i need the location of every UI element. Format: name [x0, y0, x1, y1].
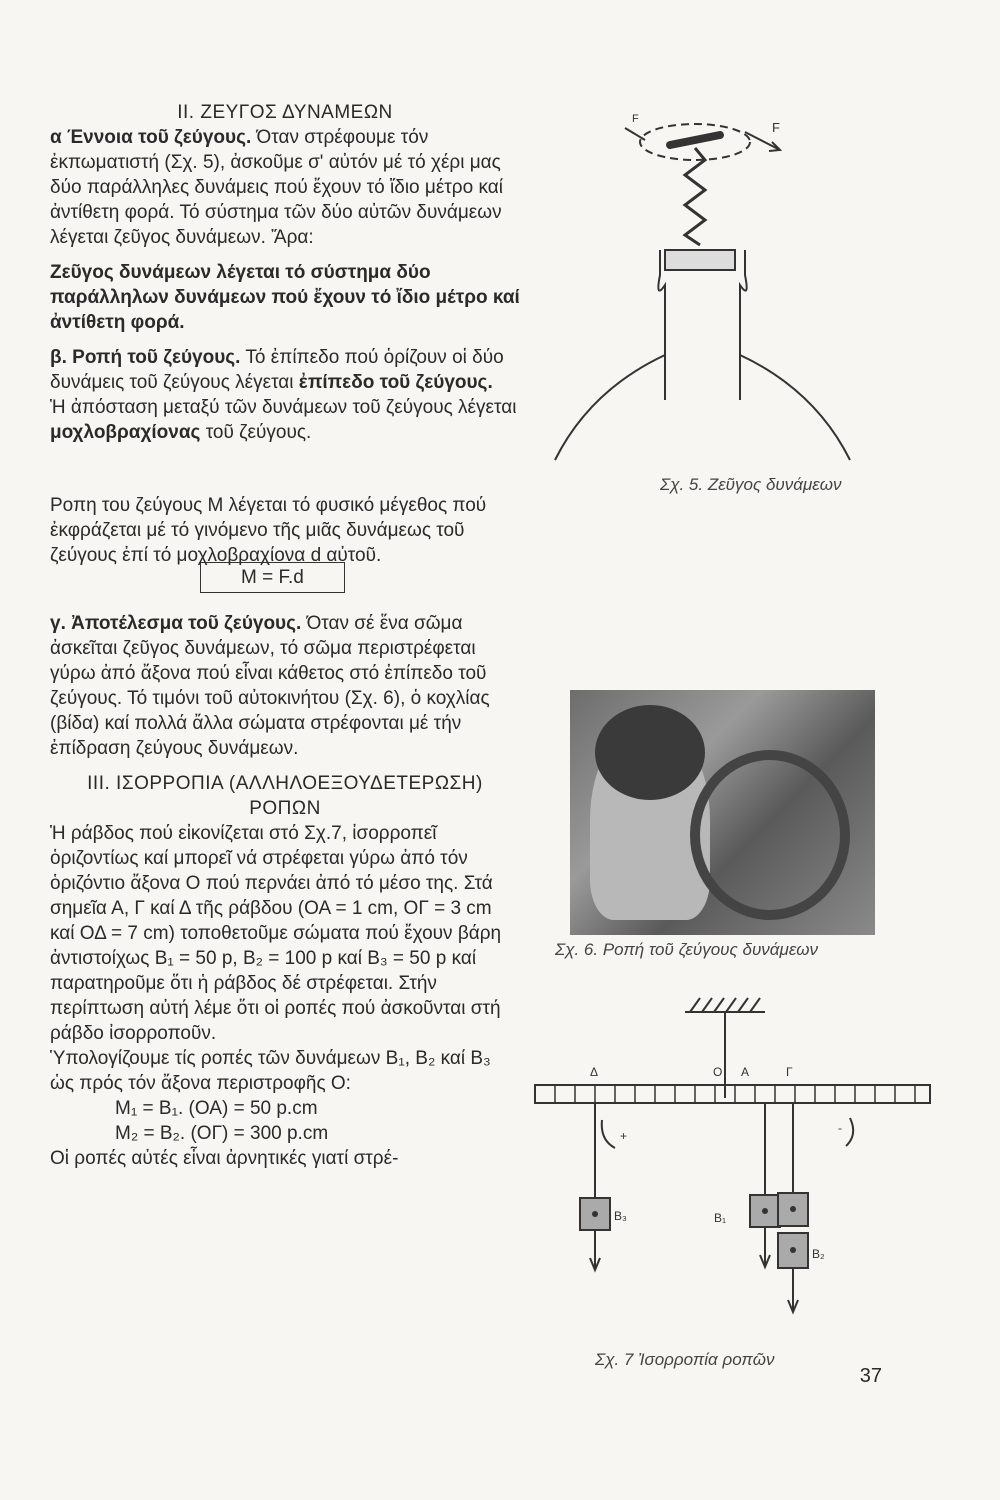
figure-6-photo [570, 690, 875, 935]
figure-5-corkscrew [550, 100, 880, 470]
subsection-c-text: Όταν σέ ἕνα σῶμα ἀσκεῖται ζεῦγος δυνάμεων, τό σῶμα περιστρέφεται γύρω ἀπό ἄξονα πού εἶναι κάθετος στό ἐπίπεδο τοῦ ζεύγους. Τό τιμόνι τοῦ αὐτοκινήτου (Σχ. 6), ὁ κοχλίας (βίδα) καί πολλά ἄλλα σώματα στρέφονται μέ τήν ἐπίδραση ζεύγους δυνάμεων. [50, 613, 490, 759]
paragraph-negative: Οἱ ροπές αὐτές εἶναι ἀρνητικές γιατί στρέ- [50, 1148, 399, 1169]
subsection-a-text: Όταν στρέφουμε τόν ἐκπωματιστή (Σχ. 5), ἀσκοῦμε σ' αὐτόν μέ τό χέρι μας δύο παράλληλες δυνάμεις πού ἔχουν τό ἴδιο μέτρο καί ἀντίθετη φορά. Τό σύστημα τῶν δύο αὐτῶν δυνάμεων λέγεται ζεῦγος δυνάμεων. Ἄρα: [50, 127, 503, 248]
paragraph-concept [50, 125, 520, 250]
figure-7-caption: Σχ. 7 Ἰσορροπία ροπῶν [595, 1350, 775, 1369]
label-a: Α [741, 1065, 750, 1079]
photo-steering-wheel [690, 750, 850, 920]
label-plus: + [620, 1129, 628, 1143]
dot-b2-top [790, 1206, 796, 1212]
paragraph-lever-arm [50, 395, 520, 445]
left-column [50, 100, 520, 1171]
bottle-shoulder-right [740, 355, 850, 460]
photo-hair [595, 705, 705, 800]
subsection-b-text2-bold: μοχλοβραχίονας [50, 422, 201, 443]
label-b1: B₁ [714, 1211, 727, 1225]
subsection-b-title: β. Ροπή τοῦ ζεύγους. [50, 347, 241, 368]
fig5-label-f-left: F [632, 113, 639, 125]
rotation-arrow-minus [846, 1118, 853, 1146]
bottle-neck-right [740, 250, 747, 400]
paragraph-equilibrium: Ἡ ράβδος πού εἰκονίζεται στό Σχ.7, ἰσορροπεῖ ὁριζοντίως καί μπορεῖ νά στρέφεται γύρω ἀπό τόν ὁριζόντιο ἄξονα Ο πού περνάει ἀπό τό μέσο της. Στά σημεῖα Α, Γ καί Δ τῆς ράβδου (ΟΑ = 1 cm, ΟΓ = 3 cm καί ΟΔ = 7 cm) τοποθετοῦμε σώματα πού ἔχουν βάρη ἀντιστοίχως B₁ = 50 p, B₂ = 100 p καί B₃ = 50 p καί παρατηροῦμε ὅτι ἡ ράβδος δέ στρέφεται. Στήν περίπτωση αὐτή λέμε ὅτι οἱ ροπές πού ἀσκοῦνται στή ράβδο ἰσορροποῦν. [50, 823, 502, 1044]
figure-5-caption: Σχ. 5. Ζεῦγος δυνάμεων [660, 475, 842, 494]
label-g: Γ [786, 1065, 793, 1079]
bottle-shoulder-left [555, 355, 665, 460]
subsection-b-text2: Ἡ ἀπόσταση μεταξύ τῶν δυνάμεων τοῦ ζεύγους λέγεται [50, 397, 517, 418]
equation-m2: M₂ = B₂. (ΟΓ) = 300 p.cm [115, 1123, 329, 1144]
definition-couple: Ζεῦγος δυνάμεων λέγεται τό σύστημα δύο παράλληλων δυνάμεων πού ἔχουν τό ἴδιο μέτρο καί ἀντίθετη φορά. [50, 262, 520, 333]
label-o: Ο [713, 1065, 723, 1079]
subsection-b-text1: Τό ἐπίπεδο πού ὁρίζουν οἱ δύο δυνάμεις τοῦ ζεύγους λέγεται [50, 347, 504, 393]
section-3-heading-line2: ΡΟΠΩΝ [249, 798, 321, 819]
corkscrew-spiral [685, 148, 705, 245]
label-b3: B₃ [614, 1209, 627, 1223]
section-3-heading-line1: ΙΙΙ. ΙΣΟΡΡΟΠΙΑ (ΑΛΛΗΛΟΕΞΟΥΔΕΤΕΡΩΣΗ) [87, 773, 483, 794]
paragraph-moment [50, 345, 520, 395]
label-delta: Δ [590, 1065, 599, 1079]
moment-title: Ροπη του ζεύγους Μ [50, 495, 224, 516]
formula-box: M = F.d [200, 562, 345, 593]
section-2-heading: ΙΙ. ΖΕΥΓΟΣ ΔΥΝΑΜΕΩΝ [177, 102, 393, 123]
dot-b2-bottom [790, 1247, 796, 1253]
dot-b1 [762, 1208, 768, 1214]
ceiling-hatch [690, 998, 760, 1012]
paragraph-effect [50, 611, 520, 761]
figure-7-balance-diagram [520, 990, 940, 1330]
force-arrow-left [625, 128, 645, 140]
page-number: 37 [859, 1365, 882, 1387]
label-minus: - [838, 1121, 842, 1135]
fig5-label-f-right: F [772, 120, 780, 135]
moment-text: λέγεται τό φυσικό μέγεθος πού ἐκφράζεται μέ τό γινόμενο τῆς μιᾶς δυνάμεως τοῦ ζεύγους ἐπί τό μοχλοβραχίονα d αὐτοῦ. [50, 495, 487, 566]
subsection-b-text2-end: τοῦ ζεύγους. [205, 422, 312, 443]
paragraph-calculate: Ὑπολογίζουμε τίς ροπές τῶν δυνάμεων B₁, B₂ καί B₃ ὡς πρός τόν ἄξονα περιστροφῆς Ο: [50, 1048, 491, 1094]
dot-b3 [592, 1211, 598, 1217]
label-b2: B₂ [812, 1247, 825, 1261]
bottle-neck-left [658, 250, 665, 400]
paragraph-moment-definition [50, 493, 520, 568]
rod-segments [555, 1085, 915, 1103]
subsection-c-title: γ. Ἀποτέλεσμα τοῦ ζεύγους. [50, 613, 302, 634]
rotation-arrow-plus [602, 1120, 615, 1148]
corkscrew-handle [670, 135, 720, 145]
subsection-b-text1-bold: ἐπίπεδο τοῦ ζεύγους. [298, 372, 493, 393]
figure-6-caption: Σχ. 6. Ροπή τοῦ ζεύγους δυνάμεων [555, 940, 819, 959]
subsection-a-title: α Έννοια τοῦ ζεύγους. [50, 127, 252, 148]
cork [665, 250, 735, 270]
equation-m1: M₁ = B₁. (ΟΑ) = 50 p.cm [115, 1098, 318, 1119]
